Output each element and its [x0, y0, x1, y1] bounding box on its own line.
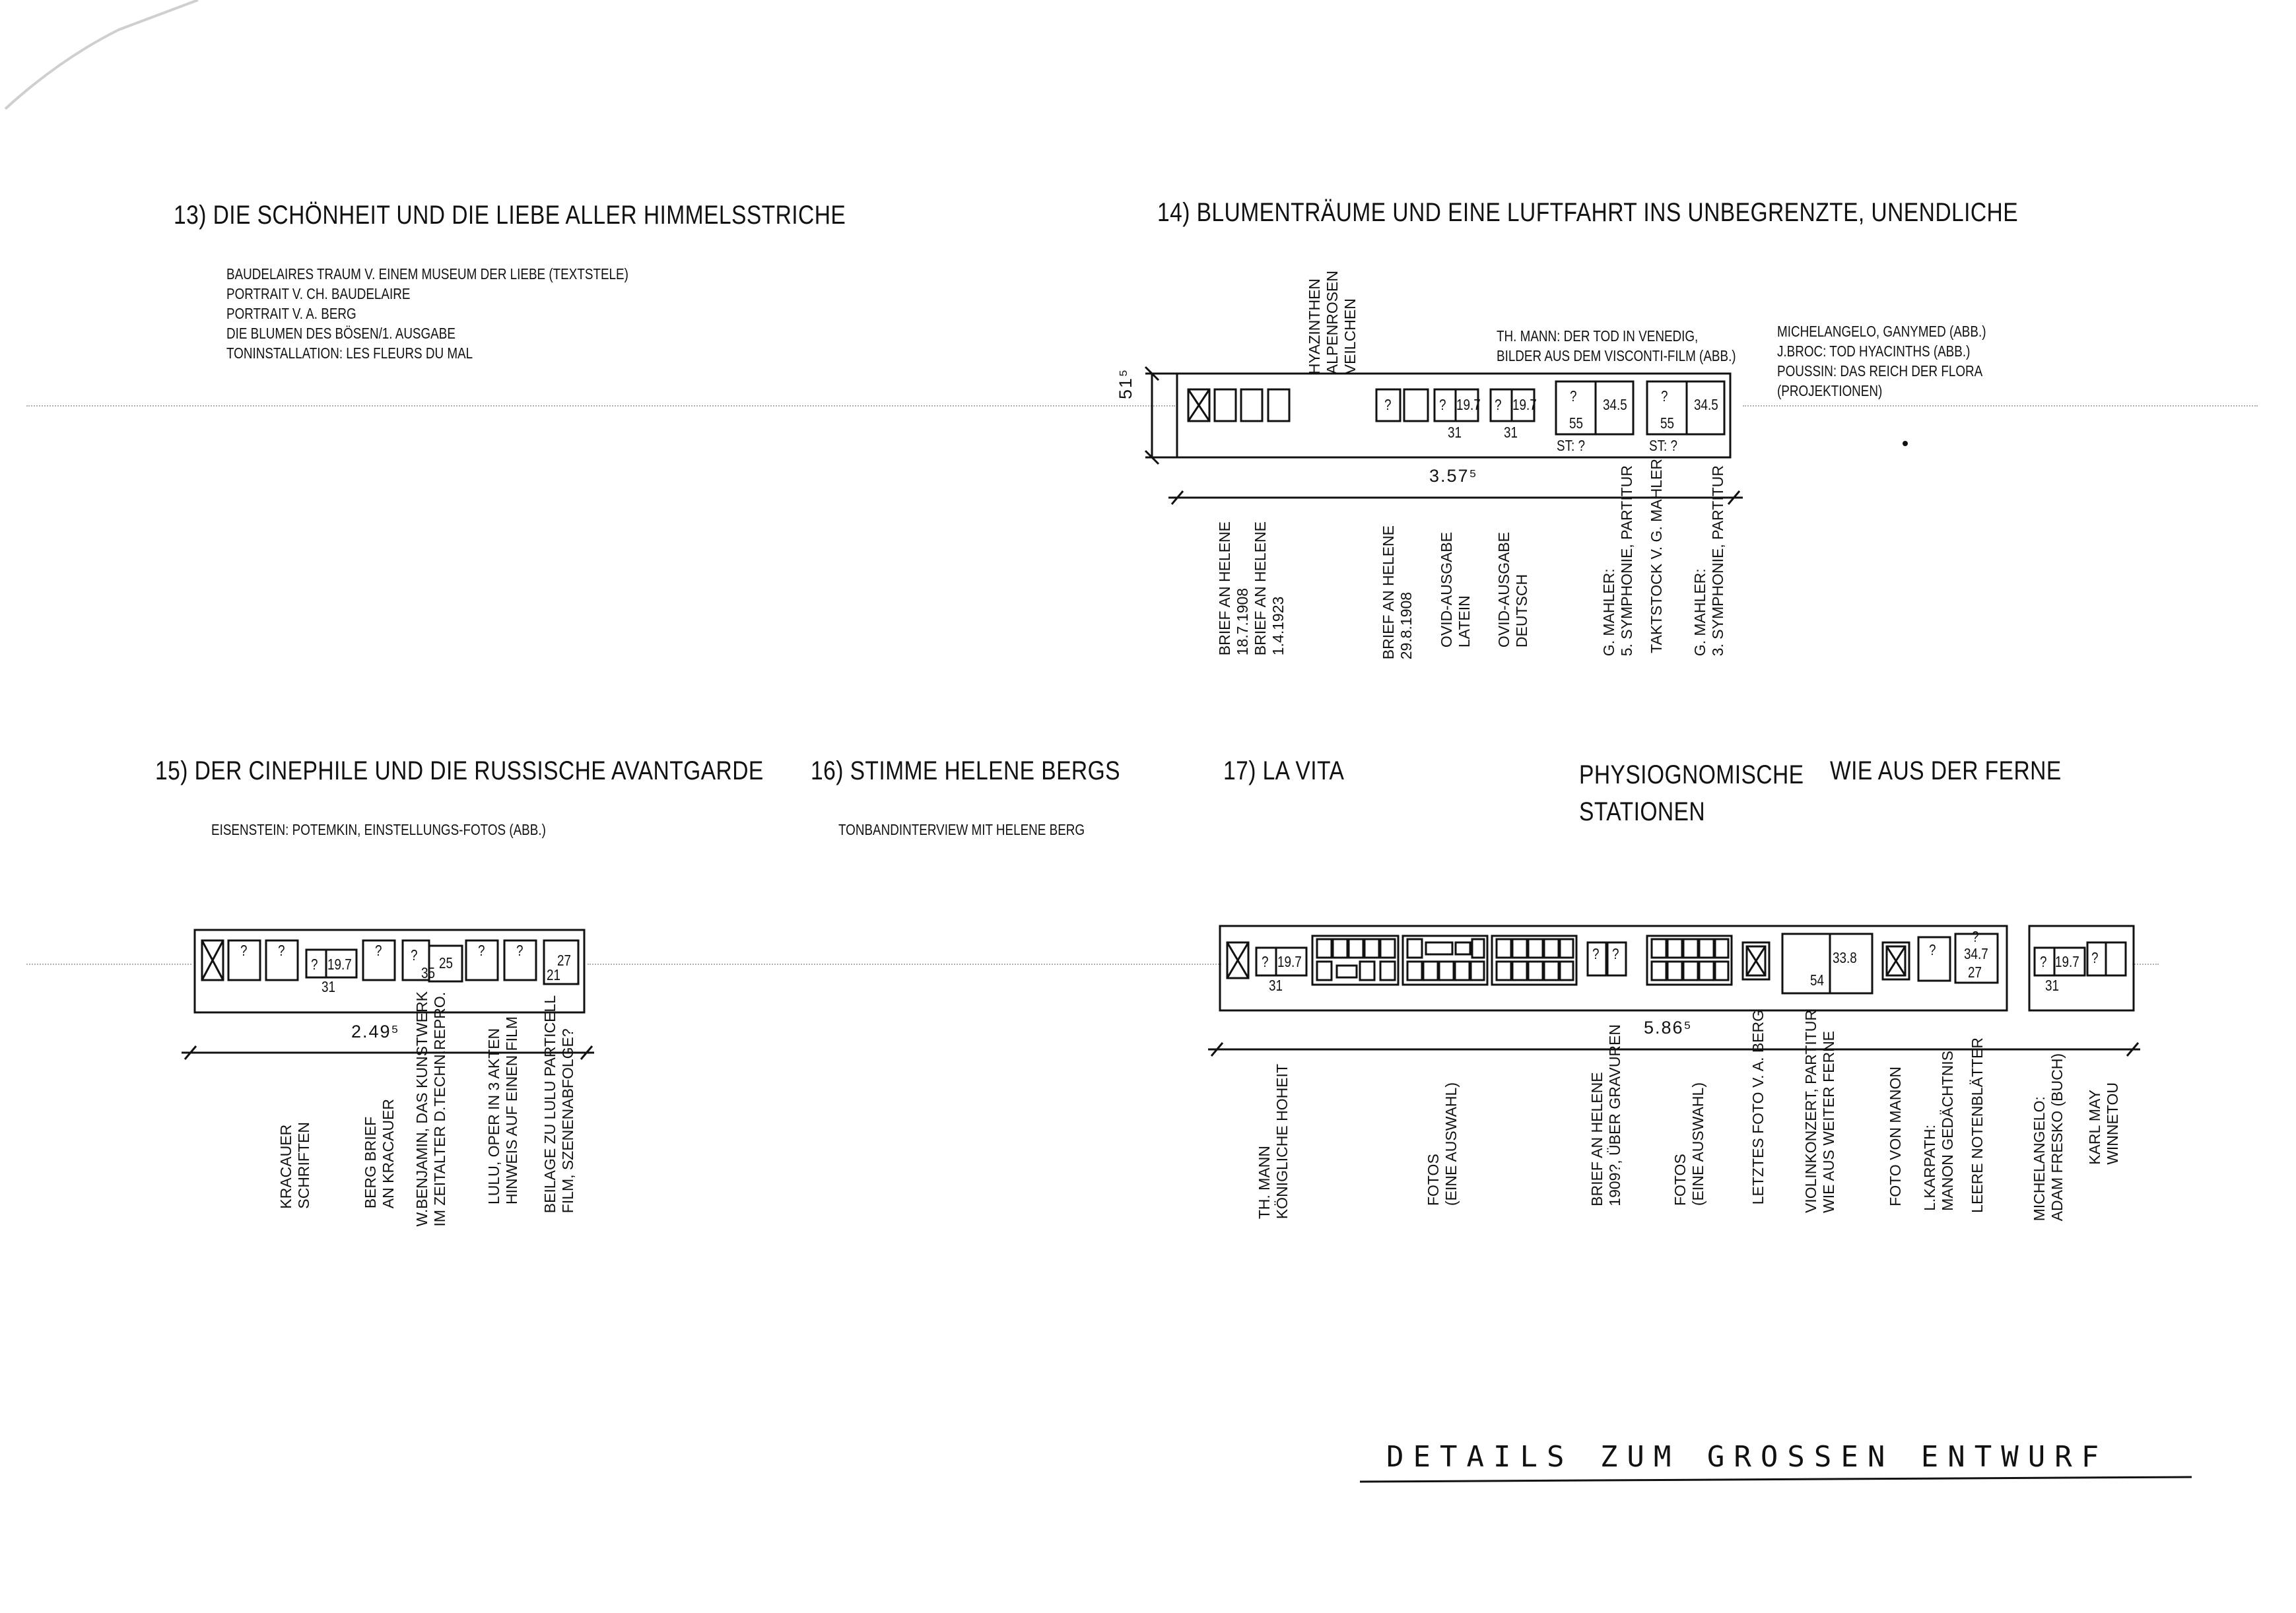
box-17-h [2106, 942, 2126, 975]
ink-dot [1903, 441, 1908, 446]
photo-grid-17-4-cells [1652, 939, 1728, 980]
box-label: 19.7 [327, 956, 352, 973]
footer-label: DETAILS ZUM GROSSEN ENTWURF [1386, 1440, 2109, 1474]
box-label: 31 [321, 978, 335, 995]
box-label: 19.7 [1277, 953, 1302, 970]
list-item: TONINSTALLATION: LES FLEURS DU MAL [226, 345, 473, 362]
box-label: ? [1592, 945, 1600, 962]
caption-17-fotos-2: FOTOS (EINE AUSWAHL) [1671, 1082, 1706, 1206]
box-label: 25 [439, 954, 453, 971]
section-14-title: 14) BLUMENTRÄUME UND EINE LUFTFAHRT INS UNBEGRENZTE, UNENDLICHE [1157, 198, 2019, 227]
box-label: ? [1384, 396, 1392, 413]
box-label: 27 [557, 952, 571, 969]
caption-14-taktstock: TAKTSTOCK V. G. MAHLER [1648, 459, 1665, 653]
box-14-e [1404, 389, 1428, 421]
caption-17-karpath: L.KARPATH: MANON GEDÄCHTNIS [1921, 1051, 1956, 1211]
box-label: ? [478, 942, 485, 959]
box-label: ? [240, 942, 248, 959]
footer-underline [1360, 1477, 2192, 1482]
box-label: ? [1262, 953, 1269, 970]
box-label: ? [1929, 941, 1936, 958]
box-label: 19.7 [1512, 396, 1537, 413]
physiognomische-stationen-label: PHYSIOGNOMISCHE STATIONEN [1579, 760, 1804, 826]
box-label: ? [1439, 396, 1446, 413]
box-14-c [1268, 389, 1289, 421]
box-label: 31 [1269, 977, 1283, 994]
caption-15-lulu-particell: BEILAGE ZU LULU PARTICELL FILM, SZENENABFOLGE? [541, 995, 576, 1214]
flowers-vertical-label: HYAZINTHEN ALPENROSEN VEILCHEN [1306, 271, 1359, 375]
photo-grid-17-3-cells [1497, 939, 1573, 980]
box-label: ? [278, 942, 285, 959]
caption-14-brief-1908-1923: BRIEF AN HELENE 18.7.1908 BRIEF AN HELENE 1.4.1923 [1216, 521, 1287, 656]
caption-17-karl-may: KARL MAY WINNETOU [2086, 1082, 2121, 1165]
caption-17-fotos-1: FOTOS (EINE AUSWAHL) [1425, 1082, 1460, 1206]
box-label: 19.7 [1456, 396, 1481, 413]
wie-aus-der-ferne-label: WIE AUS DER FERNE [1830, 756, 2062, 785]
width-dimension-17: 5.86⁵ [1644, 1018, 1693, 1037]
caption-14-mahler-5: G. MAHLER: 5. SYMPHONIE, PARTITUR [1600, 465, 1635, 657]
list-item: BAUDELAIRES TRAUM V. EINEM MUSEUM DER LIEBE (TEXTSTELE) [226, 265, 628, 282]
caption-17-letztes-foto: LETZTES FOTO V. A. BERG [1749, 1010, 1767, 1205]
list-item: PORTRAIT V. CH. BAUDELAIRE [226, 285, 411, 302]
caption-14-ovid-deutsch: OVID-AUSGABE DEUTSCH [1495, 532, 1530, 648]
photo-grid-17-3 [1492, 936, 1576, 985]
box-label: 31 [1448, 424, 1462, 441]
caption-14-mahler-3: G. MAHLER: 3. SYMPHONIE, PARTITUR [1691, 465, 1726, 657]
box-14-b [1241, 389, 1262, 421]
caption-17-notenblaetter: LEERE NOTENBLÄTTER [1969, 1037, 1986, 1213]
box-label: ? [1612, 945, 1619, 962]
box-label: 21 [547, 966, 560, 983]
photo-grid-17-2-cells [1407, 939, 1484, 980]
box-label: 55 [1660, 414, 1674, 432]
box-label: 34.7 [1964, 945, 1988, 962]
section-13-title: 13) DIE SCHÖNHEIT UND DIE LIEBE ALLER HIMMELSSTRICHE [174, 201, 846, 230]
box-label: ? [1972, 928, 1979, 945]
height-dimension-14: 51⁵ [1116, 368, 1135, 399]
box-label: 35 [421, 964, 435, 981]
caption-14-ovid-latein: OVID-AUSGABE LATEIN [1438, 532, 1473, 648]
box-label: 19.7 [2055, 953, 2079, 970]
caption-17-foto-manon: FOTO VON MANON [1887, 1067, 1904, 1206]
section-13-list [226, 264, 628, 363]
box-label: ? [2040, 953, 2047, 970]
box-label: 55 [1569, 414, 1583, 432]
caption-15-berg-brief: BERG BRIEF AN KRACAUER [362, 1099, 397, 1209]
box-label: 27 [1968, 964, 1982, 981]
box-label: 54 [1810, 971, 1824, 989]
box-label: ? [2091, 949, 2099, 966]
section-17-title: 17) LA VITA [1223, 756, 1345, 785]
section-16-subtitle: TONBANDINTERVIEW MIT HELENE BERG [838, 821, 1085, 838]
box-label: 34.5 [1603, 396, 1627, 413]
caption-17-koenigliche-hoheit: TH. MANN KÖNIGLICHE HOHEIT [1256, 1064, 1291, 1220]
box-label: ST: ? [1649, 437, 1677, 454]
corner-scribble [5, 0, 198, 109]
box-14-a [1215, 389, 1236, 421]
note-projektionen: MICHELANGELO, GANYMED (ABB.) J.BROC: TOD HYACINTHS (ABB.) POUSSIN: DAS REICH DER FLORA (PROJEKTIONEN) [1777, 323, 1986, 399]
caption-14-brief-1908: BRIEF AN HELENE 29.8.1908 [1380, 525, 1415, 660]
width-dimension-15: 2.49⁵ [351, 1022, 400, 1041]
section-16-title: 16) STIMME HELENE BERGS [811, 756, 1120, 785]
list-item: PORTRAIT V. A. BERG [226, 305, 356, 322]
caption-17-brief-gravuren: BRIEF AN HELENE 1909?, ÜBER GRAVUREN [1588, 1024, 1623, 1206]
caption-17-michelangelo: MICHELANGELO: ADAM FRESKO (BUCH) [2031, 1053, 2066, 1222]
box-label: ? [1570, 387, 1577, 405]
box-label: ST: ? [1557, 437, 1585, 454]
box-label: ? [1661, 387, 1668, 405]
box-label: ? [311, 956, 318, 973]
box-label: 31 [1504, 424, 1518, 441]
vitrine-15 [195, 930, 584, 1012]
box-label: 31 [2045, 977, 2059, 994]
caption-15-benjamin: W.BENJAMIN, DAS KUNSTWERK IM ZEITALTER D.TECHN.REPRO. [413, 991, 448, 1227]
section-15-subtitle: EISENSTEIN: POTEMKIN, EINSTELLUNGS-FOTOS (ABB.) [211, 821, 546, 838]
box-label: ? [1495, 396, 1502, 413]
caption-15-lulu-oper: LULU, OPER IN 3 AKTEN HINWEIS AUF EINEN FILM [485, 1016, 520, 1204]
box-label: 33.8 [1833, 949, 1857, 966]
caption-17-violinkonzert: VIOLINKONZERT, PARTITUR WIE AUS WEITER FERNE [1802, 1010, 1837, 1213]
box-label: ? [411, 946, 418, 964]
width-dimension-14: 3.57⁵ [1429, 466, 1478, 486]
list-item: DIE BLUMEN DES BÖSEN/1. AUSGABE [226, 325, 456, 342]
photo-grid-17-4 [1647, 936, 1732, 985]
caption-15-kracauer: KRACAUER SCHRIFTEN [277, 1122, 312, 1209]
box-label: ? [375, 942, 382, 959]
note-mann-visconti: TH. MANN: DER TOD IN VENEDIG, BILDER AUS DEM VISCONTI-FILM (ABB.) [1497, 327, 1736, 364]
box-label: 34.5 [1694, 396, 1718, 413]
section-15-title: 15) DER CINEPHILE UND DIE RUSSISCHE AVANTGARDE [155, 756, 764, 785]
photo-grid-17-1-cells [1317, 939, 1395, 980]
box-label: ? [516, 942, 523, 959]
